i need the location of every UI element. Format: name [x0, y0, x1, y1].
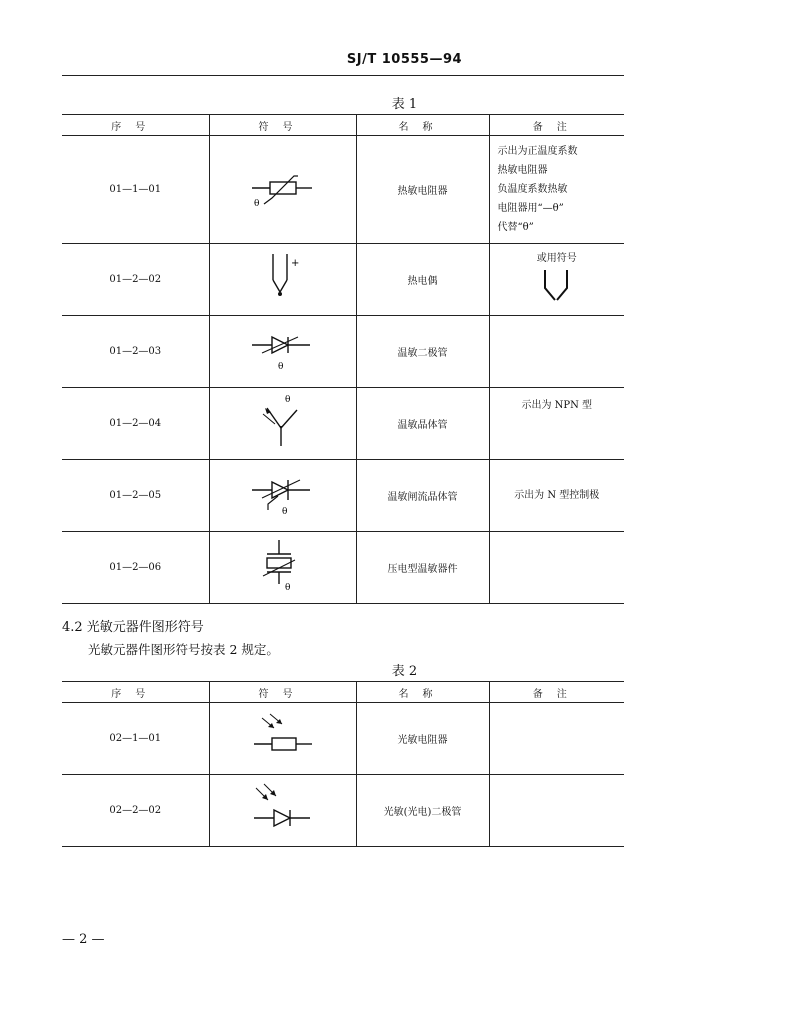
- table1-caption: 表 1: [391, 97, 418, 112]
- col-header-name: 名称: [356, 115, 489, 136]
- col-header-remark: 备注: [489, 682, 624, 703]
- remark-line: 代替“θ”: [497, 222, 534, 233]
- row-name: 压电型温敏器件: [356, 532, 489, 604]
- remark-line: 或用符号: [536, 252, 577, 264]
- piezo-sensor-symbol-icon: [253, 536, 313, 596]
- row-id: 01—2—04: [62, 388, 209, 460]
- remark-line: 负温度系数热敏: [497, 184, 568, 195]
- row-name: 光敏电阻器: [356, 703, 489, 775]
- row-remark: [489, 703, 624, 775]
- temp-thyristor-symbol-icon: [248, 468, 318, 520]
- theta-label: θ: [253, 199, 259, 209]
- temp-thyristor-symbol-cell: [209, 460, 356, 532]
- row-id: 01—2—03: [62, 316, 209, 388]
- row-remark: [489, 532, 624, 604]
- col-header-remark: 备注: [489, 115, 624, 136]
- row-id: 01—2—02: [62, 244, 209, 316]
- theta-label: θ: [277, 362, 283, 372]
- plus-label: +: [290, 258, 299, 269]
- remark-line: 电阻器用“—θ”: [497, 203, 564, 214]
- row-remark: [489, 460, 624, 532]
- table1-header-row: [62, 115, 624, 136]
- temp-transistor-symbol-cell: [209, 388, 356, 460]
- table2-caption: 表 2: [391, 664, 418, 679]
- standard-code-header: SJ/T 10555—94: [346, 52, 463, 67]
- theta-label: θ: [281, 507, 287, 517]
- row-remark: [489, 388, 624, 460]
- table-row: [62, 136, 624, 244]
- table-2: [62, 681, 624, 847]
- section-paragraph: 光敏元器件图形符号按表 2 规定。: [88, 642, 279, 657]
- temp-diode-symbol-cell: [209, 316, 356, 388]
- row-name: 温敏二极管: [356, 316, 489, 388]
- table-row: [62, 244, 624, 316]
- table-row: [62, 775, 624, 847]
- remark-line: 示出为正温度系数: [497, 146, 578, 157]
- thermistor-symbol-icon: [248, 158, 318, 218]
- table-row: [62, 703, 624, 775]
- header-rule: [62, 75, 624, 76]
- row-name: 热电偶: [356, 244, 489, 316]
- theta-label: θ: [284, 583, 290, 593]
- col-header-serial: 序号: [62, 115, 209, 136]
- col-header-name: 名称: [356, 682, 489, 703]
- piezo-sensor-symbol-cell: [209, 532, 356, 604]
- table-row: [62, 532, 624, 604]
- col-header-symbol: 符号: [209, 115, 356, 136]
- row-remark: [489, 136, 624, 244]
- remark-line: 热敏电阻器: [497, 165, 548, 176]
- table-row: [62, 460, 624, 532]
- col-header-serial: 序号: [62, 682, 209, 703]
- row-name: 温敏闸流晶体管: [356, 460, 489, 532]
- table-row: [62, 388, 624, 460]
- page-number: — 2 —: [62, 932, 105, 947]
- row-id: 01—1—01: [62, 136, 209, 244]
- temp-diode-symbol-icon: [248, 325, 318, 375]
- row-name: 热敏电阻器: [356, 136, 489, 244]
- thermistor-symbol-cell: [209, 136, 356, 244]
- row-remark: [489, 775, 624, 847]
- table-1: [62, 114, 624, 604]
- col-header-symbol: 符号: [209, 682, 356, 703]
- row-remark: [489, 316, 624, 388]
- table2-header-row: [62, 682, 624, 703]
- table-row: [62, 316, 624, 388]
- row-id: 01—2—05: [62, 460, 209, 532]
- row-name: 光敏(光电)二极管: [356, 775, 489, 847]
- section-heading: 4.2 光敏元器件图形符号: [62, 620, 204, 635]
- photoresistor-symbol-icon: [248, 712, 318, 762]
- row-id: 01—2—06: [62, 532, 209, 604]
- photodiode-symbol-icon: [248, 782, 318, 836]
- thermocouple-symbol-cell: [209, 244, 356, 316]
- thermocouple-alt-symbol-icon: [537, 268, 577, 304]
- photoresistor-symbol-cell: [209, 703, 356, 775]
- remark-line: 示出为 N 型控制极: [514, 490, 600, 501]
- row-id: 02—2—02: [62, 775, 209, 847]
- remark-line: 示出为 NPN 型: [521, 400, 593, 411]
- row-name: 温敏晶体管: [356, 388, 489, 460]
- row-id: 02—1—01: [62, 703, 209, 775]
- theta-label: θ: [284, 395, 290, 405]
- temp-transistor-symbol-icon: [253, 392, 313, 452]
- photodiode-symbol-cell: [209, 775, 356, 847]
- thermocouple-symbol-icon: [253, 248, 313, 308]
- row-remark: [489, 244, 624, 316]
